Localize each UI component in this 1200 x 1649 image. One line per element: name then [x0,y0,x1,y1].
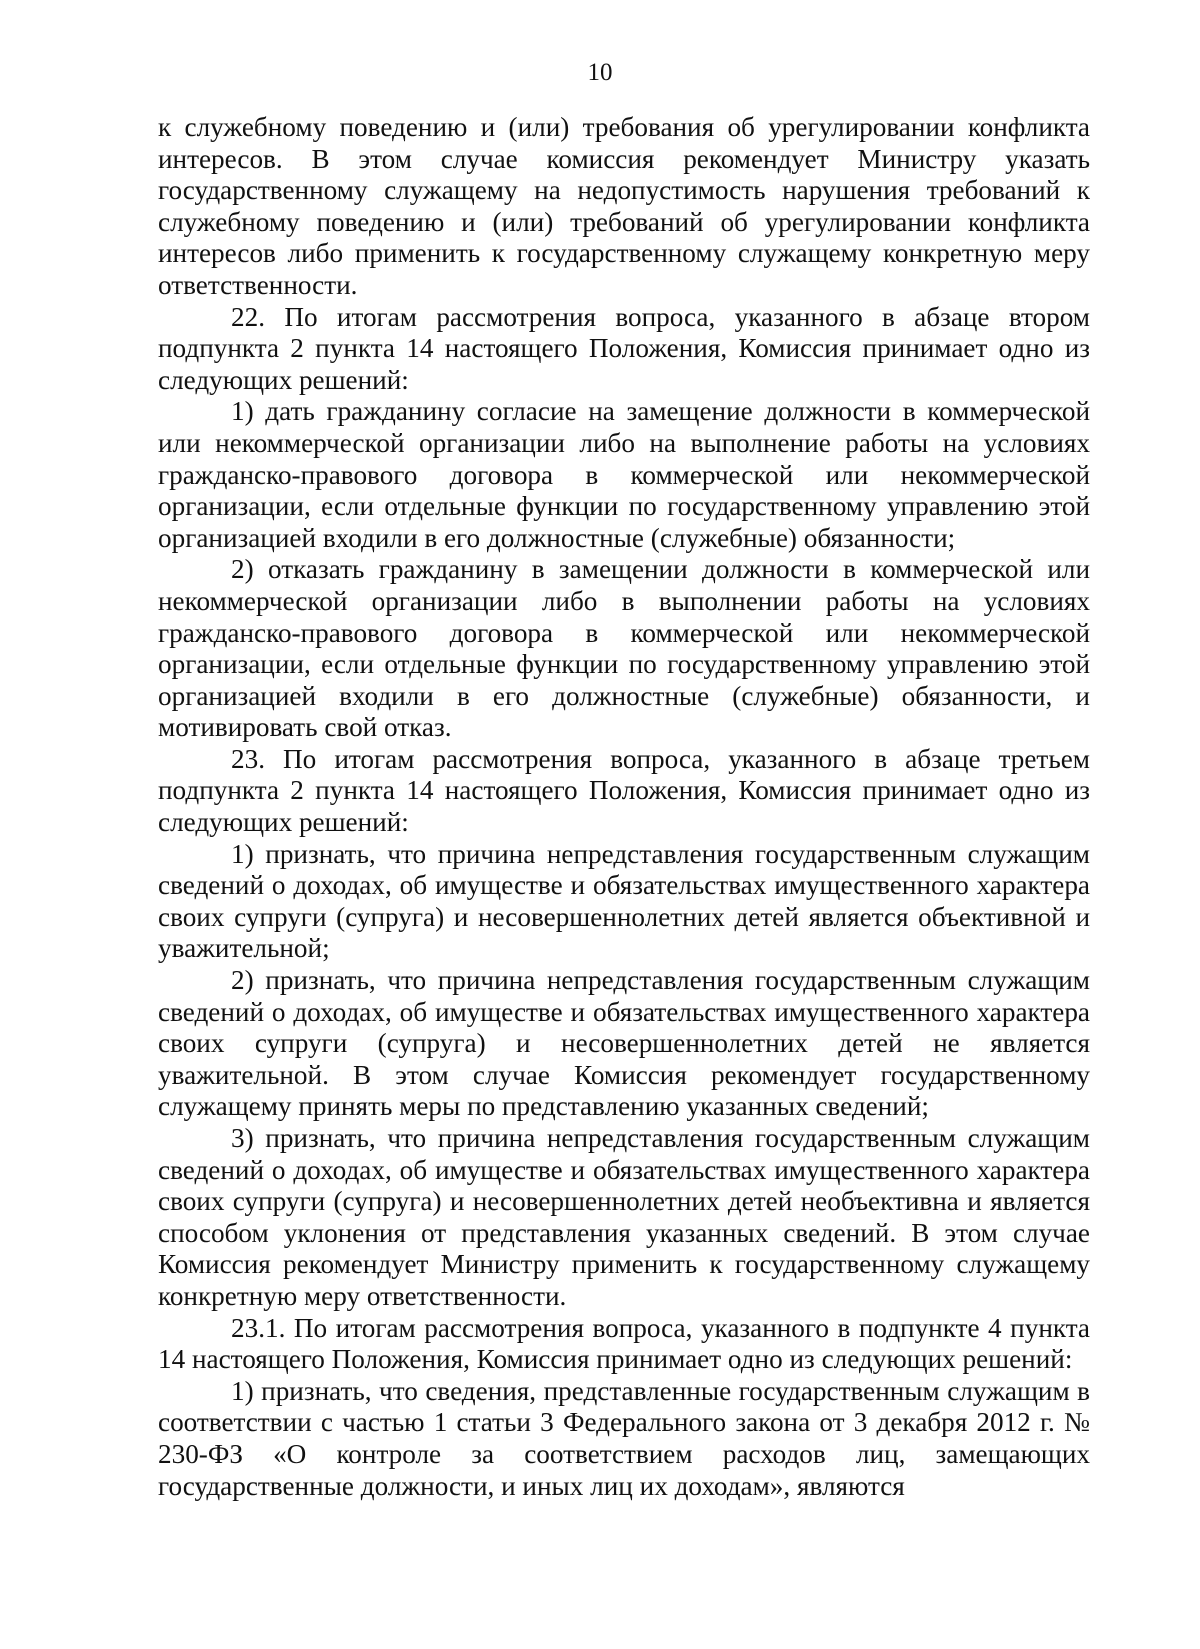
paragraph-continuation: к служебному поведению и (или) требования об урегулировании конфликта интересов. В этом случае комиссия рекомендует Министру указать государственному служащему на недопустимость нарушения требований к служебному поведению и (или) требований об урегулировании конфликта интересов либо применить к государственному служащему конкретную меру ответственности. [158,112,1090,300]
paragraph-item-23-1: 1) признать, что причина непредставления государственным служащим сведений о доходах, об имуществе и обязательствах имущественного характера своих супруги (супруга) и несовершеннолетних детей является объективной и уважительной; [158,838,1090,964]
paragraph-item-23: 23. По итогам рассмотрения вопроса, указанного в абзаце третьем подпункта 2 пункта 14 настоящего Положения, Комиссия принимает одно из следующих решений: [158,743,1090,838]
document-body [158,112,1090,1502]
paragraph-item-23-1-1: 1) признать, что сведения, представленные государственным служащим в соответствии с частью 1 статьи 3 Федерального закона от 3 декабря 2012 г. № 230-ФЗ «О контроле за соответствием расходов лиц, замещающих государственные должности, и иных лиц их доходам», являются [158,1375,1090,1501]
paragraph-item-23-3: 3) признать, что причина непредставления государственным служащим сведений о доходах, об имуществе и обязательствах имущественного характера своих супруги (супруга) и несовершеннолетних детей необъективна и является способом уклонения от представления указанных сведений. В этом случае Комиссия рекомендует Министру применить к государственному служащему конкретную меру ответственности. [158,1123,1090,1311]
paragraph-item-23-2: 2) признать, что причина непредставления государственным служащим сведений о доходах, об имуществе и обязательствах имущественного характера своих супруги (супруга) и несовершеннолетних детей не является уважительной. В этом случае Комиссия рекомендует государственному служащему принять меры по представлению указанных сведений; [158,965,1090,1122]
paragraph-item-22-1: 1) дать гражданину согласие на замещение должности в коммерческой или некоммерческой организации либо на выполнение работы на условиях гражданско-правового договора в коммерческой или некоммерческой организации, если отдельные функции по государственному управлению этой организацией входили в его должностные (служебные) обязанности; [158,396,1090,553]
paragraph-item-22: 22. По итогам рассмотрения вопроса, указанного в абзаце втором подпункта 2 пункта 14 настоящего Положения, Комиссия принимает одно из следующих решений: [158,301,1090,395]
page-number: 10 [587,59,613,86]
paragraph-item-23-1-heading: 23.1. По итогам рассмотрения вопроса, указанного в подпункте 4 пункта 14 настоящего Положения, Комиссия принимает одно из следующих решений: [158,1312,1090,1375]
paragraph-item-22-2: 2) отказать гражданину в замещении должности в коммерческой или некоммерческой организации либо в выполнении работы на условиях гражданско-правового договора в коммерческой или некоммерческой организации, если отдельные функции по государственному управлению этой организацией входили в его должностные (служебные) обязанности, и мотивировать свой отказ. [158,554,1090,743]
